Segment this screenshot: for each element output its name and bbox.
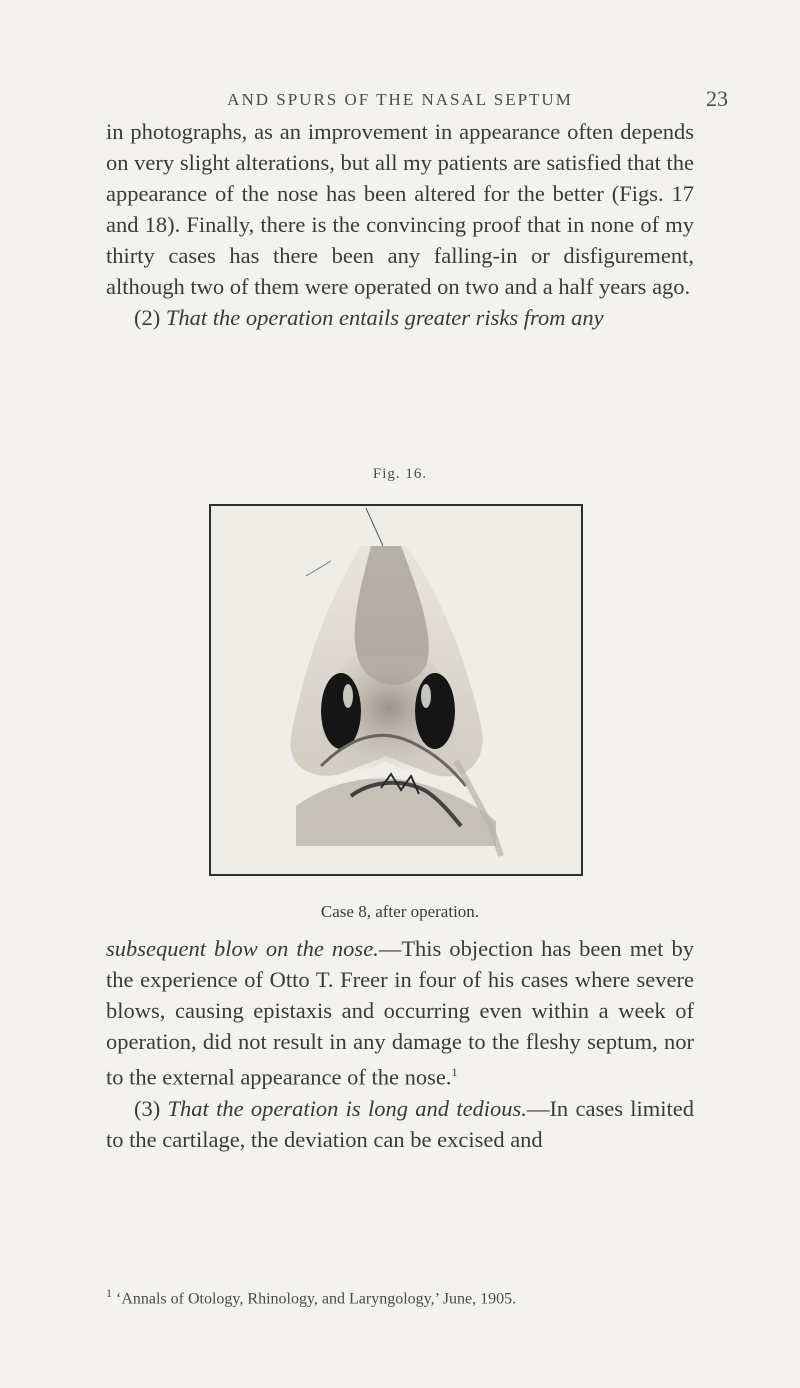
point-3-heading: That the operation is long and tedious. [167,1095,527,1121]
point-2-number: (2) [134,305,161,330]
point-3-number: (3) [134,1095,161,1121]
figure-photograph [209,504,583,876]
running-title: AND SPURS OF THE NASAL SEPTUM [227,90,573,109]
page-number: 23 [706,86,728,111]
footnote [106,1286,706,1308]
point-2-text: —This objection has been met by the experience of Otto T. Freer in four of his cases where severe blows, causing epistaxis and occurring even within a week of operation, did not result in any damage to the fleshy septum, nor to the external appearance of the nose. [106,936,694,1090]
nose-photograph-image [211,506,581,874]
footnote-marker: 1 [106,1286,112,1300]
running-head [0,88,800,114]
body-text-top [106,116,694,333]
point-2-heading-end: subsequent blow on the nose. [106,936,379,961]
body-text-bottom [106,933,694,1155]
point-2-heading-line [106,302,694,333]
point-3-text: —In cases limited to the cartilage, the deviation can be excised and [106,1095,694,1152]
figure-caption: Case 8, after operation. [320,902,480,921]
footnote-text: ‘Annals of Otology, Rhinology, and Laryngology,’ June, 1905. [116,1290,517,1308]
point-2-heading-start: That the operation entails greater risks from any [165,305,604,330]
figure-label: Fig. 16. [372,466,428,482]
point-3 [106,1093,694,1155]
point-2-continuation [106,933,694,1093]
paragraph-continuation: in photographs, as an improvement in appearance often depends on very slight alterations, but all my patients are satisfied that the appearance of the nose has been altered for the better (Figs. 17 and 18). Finally, there is the convincing proof that in none of my thirty cases has there been any falling-in or disfigurement, although two of them were operated on two and a half years ago. [106,119,694,299]
footnote-reference: 1 [451,1065,458,1079]
